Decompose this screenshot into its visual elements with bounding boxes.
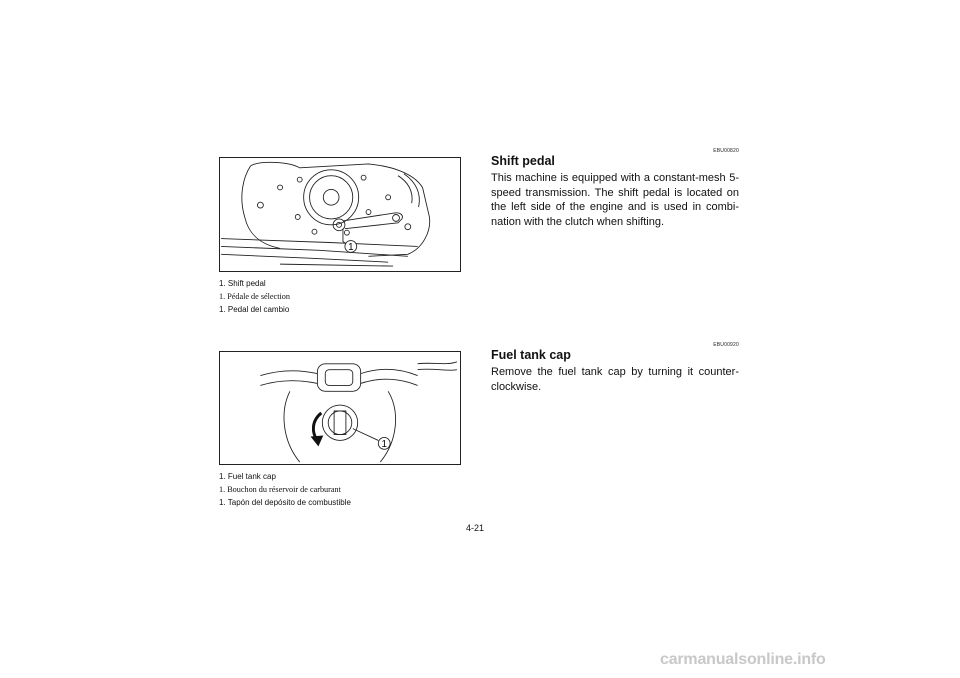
shift-pedal-callout: 1	[348, 241, 354, 253]
caption-spanish: 1. Tapón del depósito de combustible	[219, 498, 351, 507]
section-code: EBU00820	[713, 148, 739, 154]
page-number: 4-21	[466, 523, 485, 533]
section-code: EBU00920	[713, 342, 739, 348]
fuel-tank-cap-callout: 1	[381, 438, 387, 450]
shift-pedal-figure	[219, 157, 461, 272]
shift-pedal-caption	[219, 277, 479, 316]
section-body-shift-pedal: This machine is equipped with a constant-mesh 5-speed transmission. The shift pedal is located on the left side of the engine and is used in combi-nation with the clutch when shifting.	[491, 172, 739, 228]
fuel-tank-cap-caption	[219, 470, 479, 509]
caption-english: 1. Shift pedal	[219, 279, 266, 288]
section-heading-fuel-tank-cap: Fuel tank cap	[491, 348, 571, 362]
shift-pedal-illustration	[220, 158, 460, 271]
caption-english: 1. Fuel tank cap	[219, 472, 276, 481]
fuel-tank-cap-figure	[219, 351, 461, 465]
caption-french: 1. Bouchon du réservoir de carburant	[219, 485, 341, 494]
caption-french: 1. Pédale de sélection	[219, 292, 290, 301]
section-body-fuel-tank-cap: Remove the fuel tank cap by turning it counter-clockwise.	[491, 366, 739, 393]
fuel-tank-cap-illustration	[220, 352, 460, 464]
caption-spanish: 1. Pedal del cambio	[219, 305, 290, 314]
watermark: carmanualsonline.info	[660, 651, 826, 668]
counter-clockwise-arrow-icon	[311, 436, 324, 447]
section-heading-shift-pedal: Shift pedal	[491, 154, 555, 168]
